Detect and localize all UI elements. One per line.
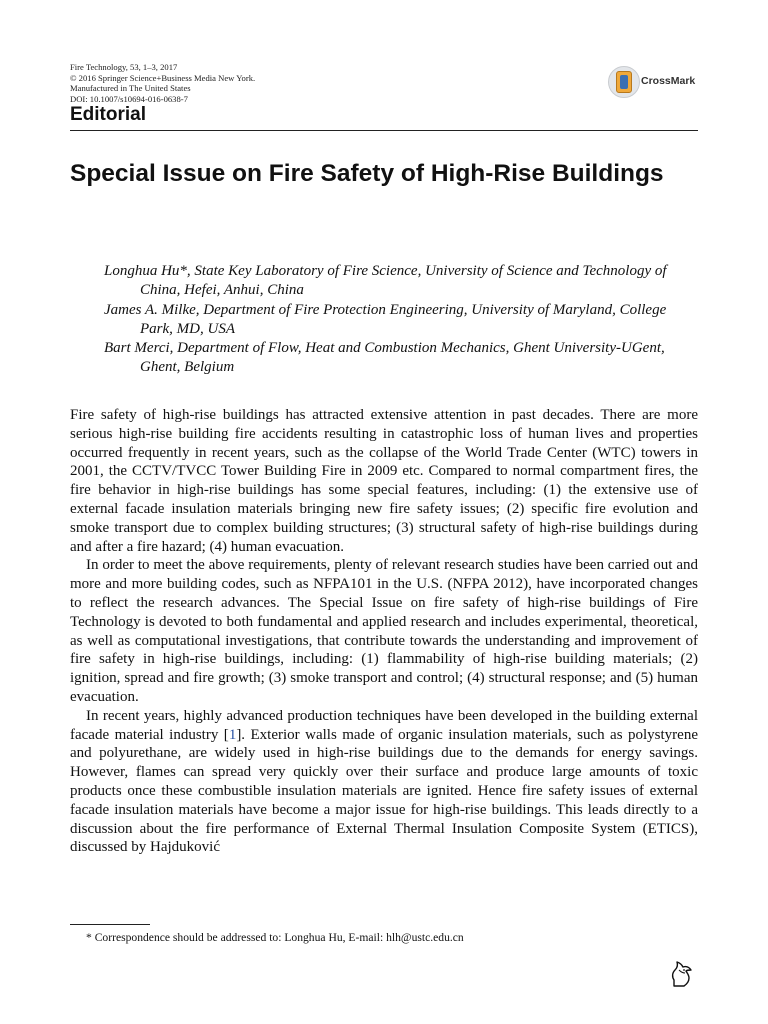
springer-horse-icon (668, 958, 696, 988)
footnote-divider (70, 924, 150, 925)
manufactured-notice: Manufactured in The United States (70, 83, 191, 94)
journal-citation: Fire Technology, 53, 1–3, 2017 (70, 62, 178, 72)
body-paragraph: In order to meet the above requirements, plenty of relevant research studies have been carried out and more and more building codes, such as NFPA101 in the U.S. (NFPA 2012), have incorporated changes to reflect the research advances. The Special Issue on fire safety of high-rise buildings of Fire Technology is devoted to both fundamental and applied research and includes experimental, theoretical, as well as computational investigations, that contribute towards the understanding and improvement of fire safety in high-rise buildings, including: (1) flammability of high-rise building materials; (2) ignition, spread and fire growth; (3) smoke transport and control; (4) structural response; and (5) human evacuation. (70, 557, 698, 705)
body-paragraph: In recent years, highly advanced production techniques have been developed in the building external facade material industry [1]. Exterior walls made of organic insulation materials, such as polystyrene and polyurethane, are widely used in high-rise buildings due to the demands for energy savings. However, flames can spread very quickly over their surface and produce large amounts of toxic products once these combustible insulation materials are ignited. Hence fire safety issues of external facade insulation materials have become a major issue for high-rise buildings. This leads directly to a discussion about the fire performance of External Thermal Insulation Composite System (ETICS), discussed by Hajduković (70, 707, 698, 856)
crossmark-icon (608, 66, 640, 98)
body-paragraph: Fire safety of high-rise buildings has attracted extensive attention in past decades. There are more serious high-rise building fire accidents resulting in catastrophic loss of human lives and properties occurred frequently in recent years, such as the collapse of the World Trade Center (WTC) towers in 2001, the CCTV/TVCC Tower Building Fire in 2009 etc. Compared to normal compartment fires, the fire behavior in high-rise buildings has some special features, including: (1) the extensive use of external facade insulation materials bringing new fire safety issues; (2) specific fire evolution and smoke transport due to complex building structures; (3) structural safety of high-rise buildings during and after a fire hazard; (4) human evacuation. (70, 407, 698, 555)
crossmark-label: CrossMark (641, 75, 696, 87)
doi-line: DOI: 10.1007/s10694-016-0638-7 (70, 93, 188, 104)
copyright-notice: © 2016 Springer Science+Business Media New York. (70, 72, 256, 83)
article-body (70, 406, 698, 857)
correspondence-footnote: * Correspondence should be addressed to: Longhua Hu, E-mail: hlh@ustc.edu.cn (86, 931, 464, 944)
section-label: Editorial (70, 104, 147, 125)
author-entry: Bart Merci, Department of Flow, Heat and Combustion Mechanics, Ghent University-UGent, Ghent, Belgium (104, 340, 665, 376)
header-divider (70, 130, 698, 131)
author-list (70, 262, 698, 378)
article-title: Special Issue on Fire Safety of High-Rise Buildings (70, 160, 664, 187)
crossmark-button[interactable] (608, 66, 704, 100)
citation-link[interactable]: 1 (228, 726, 237, 743)
author-entry: James A. Milke, Department of Fire Protection Engineering, University of Maryland, College Park, MD, USA (104, 301, 667, 337)
journal-metadata (70, 62, 255, 104)
author-entry: Longhua Hu*, State Key Laboratory of Fire Science, University of Science and Technology of China, Hefei, Anhui, China (104, 263, 667, 299)
